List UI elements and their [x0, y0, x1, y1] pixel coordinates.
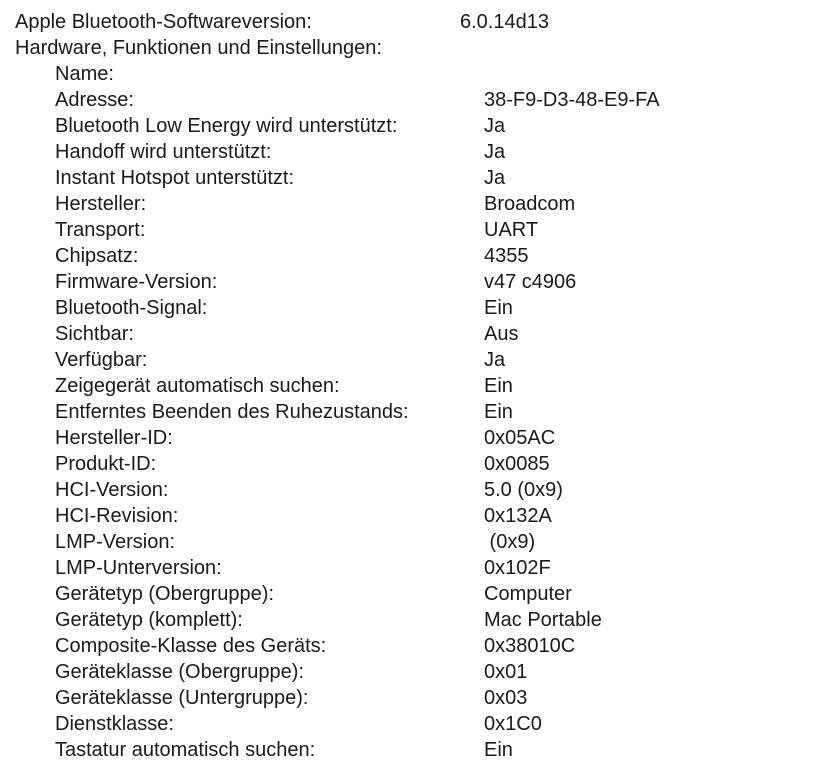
property-value: 0x01 — [484, 661, 528, 683]
property-label: Bluetooth-Signal: — [55, 297, 208, 319]
property-label: Hersteller-ID: — [55, 427, 173, 449]
property-label: Produkt-ID: — [55, 453, 157, 475]
property-value: Ja — [484, 349, 506, 371]
software-version-value: 6.0.14d13 — [460, 11, 549, 33]
property-value: 0x132A — [484, 505, 552, 527]
property-label: Chipsatz: — [55, 245, 139, 267]
property-value: Ja — [484, 141, 506, 163]
property-label: Sichtbar: — [55, 323, 134, 345]
property-value: Ein — [484, 739, 513, 761]
property-value: UART — [484, 219, 539, 241]
property-value: Broadcom — [484, 193, 576, 215]
property-label: Geräteklasse (Obergruppe): — [55, 661, 305, 683]
property-value: v47 c4906 — [484, 271, 577, 293]
property-value: 0x05AC — [484, 427, 556, 449]
property-label: Tastatur automatisch suchen: — [55, 739, 316, 761]
property-value: 0x38010C — [484, 635, 576, 657]
property-value: (0x9) — [484, 531, 536, 553]
property-label: HCI-Version: — [55, 479, 169, 501]
property-label: LMP-Unterversion: — [55, 557, 222, 579]
property-value: Ein — [484, 375, 513, 397]
property-value: Ein — [484, 401, 513, 423]
property-value: 4355 — [484, 245, 529, 267]
property-label: Adresse: — [55, 89, 134, 111]
property-value: Aus — [484, 323, 519, 345]
property-label: Verfügbar: — [55, 349, 148, 371]
property-label: Instant Hotspot unterstützt: — [55, 167, 295, 189]
property-label: HCI-Revision: — [55, 505, 179, 527]
property-label: Name: — [55, 63, 114, 85]
property-value: 5.0 (0x9) — [484, 479, 563, 501]
property-value: 0x1C0 — [484, 713, 542, 735]
property-value: Ein — [484, 297, 513, 319]
property-value: 0x102F — [484, 557, 551, 579]
property-label: Dienstklasse: — [55, 713, 174, 735]
property-value: 38-F9-D3-48-E9-FA — [484, 89, 660, 111]
property-label: Bluetooth Low Energy wird unterstützt: — [55, 115, 398, 137]
property-label: Zeigegerät automatisch suchen: — [55, 375, 340, 397]
property-label: Geräteklasse (Untergruppe): — [55, 687, 309, 709]
property-label: Entferntes Beenden des Ruhezustands: — [55, 401, 409, 423]
property-label: Handoff wird unterstützt: — [55, 141, 272, 163]
property-label: LMP-Version: — [55, 531, 176, 553]
property-value: Computer — [484, 583, 572, 605]
property-label: Gerätetyp (komplett): — [55, 609, 243, 631]
property-value: 0x03 — [484, 687, 528, 709]
section-title: Hardware, Funktionen und Einstellungen: — [15, 37, 382, 59]
property-label: Composite-Klasse des Geräts: — [55, 635, 327, 657]
property-value: Ja — [484, 115, 506, 137]
property-value: Mac Portable — [484, 609, 602, 631]
property-label: Transport: — [55, 219, 146, 241]
property-label: Hersteller: — [55, 193, 147, 215]
property-label: Gerätetyp (Obergruppe): — [55, 583, 274, 605]
property-value: 0x0085 — [484, 453, 550, 475]
property-value: Ja — [484, 167, 506, 189]
property-label: Firmware-Version: — [55, 271, 218, 293]
software-version-label: Apple Bluetooth-Softwareversion: — [15, 11, 312, 33]
